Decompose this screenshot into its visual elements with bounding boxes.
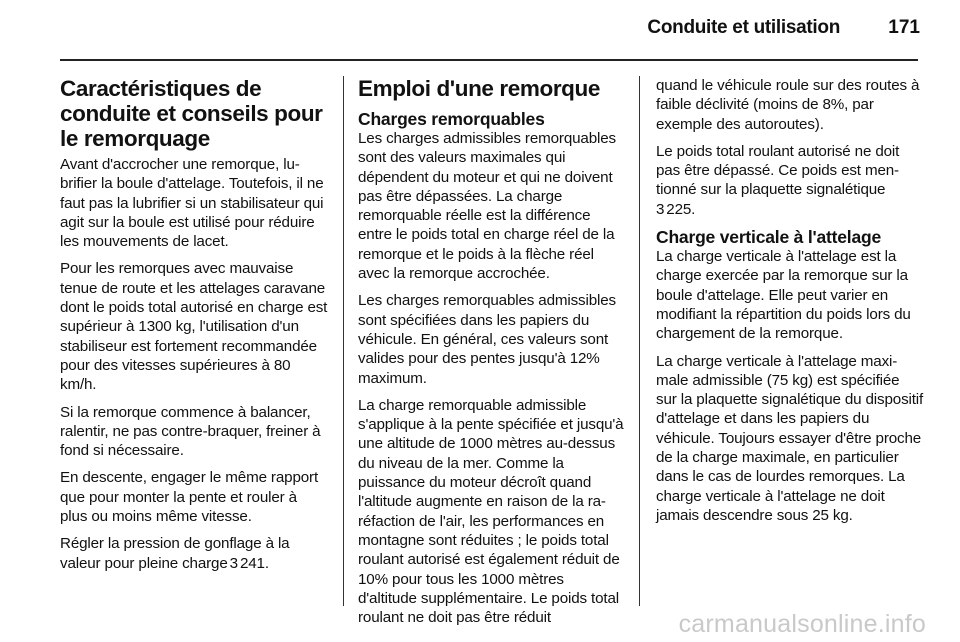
column-left xyxy=(60,76,328,581)
column-right xyxy=(656,76,924,533)
page-reference-link[interactable]: 225. xyxy=(666,200,696,218)
subheading-vertical-load: Charge verticale à l'attelage xyxy=(656,227,881,248)
paragraph-altitude: La charge remorquable admissible s'applique à la pente spécifiée et jusqu'à une altitude de 1000 mètres au-dessus du niveau de la mer. Comme la puissance du moteur décroît quand l'altitude augmente en raison de la raréfaction de l'air, les performances en montagne sont réduites ; le poids total roulant autorisé est également réduit de 10% pour tous les 1000 mètres d'altitude supplémentaire. Le poids total roulant ne doit pas être réduit xyxy=(358,396,624,627)
column-divider xyxy=(343,76,344,606)
tyre-pressure-text: Régler la pression de gonflage à la valeur pour pleine charge xyxy=(60,535,290,572)
paragraph-vehicle-papers: Les charges remorquables admissibles sont spécifiées dans les papiers du véhicule. En général, ces valeurs sont valides pour des pentes jusqu'à 12% maximum. xyxy=(358,292,616,387)
page-number: 171 xyxy=(888,17,920,38)
paragraph-gross-weight xyxy=(656,142,924,219)
page-reference-arrow-icon: 3 xyxy=(229,554,238,572)
header-divider xyxy=(60,59,918,61)
paragraph-downhill: En descente, engager le même rapport que pour monter la pente et rouler à plus ou moins même vitesse. xyxy=(60,469,319,526)
paragraph-swaying: Si la remorque commence à balancer, ralentir, ne pas contre-braquer, freiner à fond si nécessaire. xyxy=(60,403,321,460)
paragraph-vertical-load: La charge verticale à l'attelage est la charge exercée par la remorque sur la boule d'attelage. Elle peut varier en modifiant la répartition du poids lors du chargement de la remorque. xyxy=(656,248,911,343)
subheading-trailer-loads: Charges remorquables xyxy=(358,109,545,129)
page-reference-arrow-icon: 3 xyxy=(656,200,665,218)
watermark: carmanualsonline.info xyxy=(678,610,926,638)
paragraph-max-vertical-load: La charge verticale à l'attelage maximale admissible (75 kg) est spécifiée sur la plaquette signalétique du dispositif d'attelage et dans les papiers du véhicule. Toujours essayer d'être proche de la charge maximale, en particulier dans le cas de lourdes remorques. La charge verticale à l'attelage ne doit jamais descendre sous 25 kg. xyxy=(656,352,924,524)
paragraph-trailer-loads: Les charges admissibles remorquables sont des valeurs maximales qui dépendent du moteur et qui ne doivent pas être dépassées. La charge remorquable réelle est la différence entre le poids total en charge réel de la remorque et le poids à la flèche réel avec la remorque accrochée. xyxy=(358,130,616,283)
paragraph-altitude-cont: quand le véhicule roule sur des routes à faible déclivité (moins de 8%, par exemple des autoroutes). xyxy=(656,77,920,133)
paragraph-lubrication: Avant d'accrocher une remorque, lubrifier la boule d'attelage. Toutefois, il ne faut pas la lubrifier si un stabilisateur qui agit sur la boule est utilisé pour réduire les mouvements de lacet. xyxy=(60,156,324,251)
heading-towing-tips: Caractéristiques de conduite et conseils pour le remorquage xyxy=(60,76,323,151)
heading-trailer-use: Emploi d'une remorque xyxy=(358,76,600,101)
paragraph-stabiliser: Pour les remorques avec mauvaise tenue de route et les attelages caravane dont le poids total autorisé en charge est supérieur à 1300 kg, l'utilisation d'un stabiliseur est fortement recommandée pour des vitesses supérieures à 80 km/h. xyxy=(60,260,328,394)
gross-weight-text: Le poids total roulant autorisé ne doit pas être dépassé. Ce poids est mentionné sur la plaquette signalétique xyxy=(656,142,900,199)
page-reference-link[interactable]: 241. xyxy=(239,554,269,572)
column-divider xyxy=(639,76,640,606)
column-middle xyxy=(358,76,624,635)
paragraph-tyre-pressure xyxy=(60,534,328,573)
section-title: Conduite et utilisation xyxy=(647,17,840,38)
